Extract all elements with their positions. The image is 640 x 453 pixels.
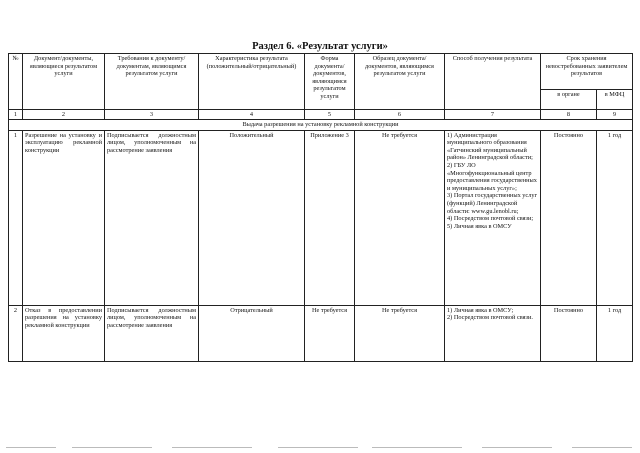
result-table [8,53,633,362]
row-num: 1 [9,130,23,305]
col-number: 2 [23,110,105,120]
page-title: Раздел 6. «Результат услуги» [252,41,388,52]
col-number: 8 [541,110,597,120]
row-document: Отказ в предоставлении разрешения на установку рекламной конструкции [23,305,105,361]
column-numbers-row [9,110,633,120]
header-row [9,54,633,90]
header-requirements: Требования к документу/документам, являющимся результатом услуги [105,54,199,110]
row-document: Разрешение на установку и эксплуатацию рекламной конструкции [23,130,105,305]
col-number: 6 [355,110,445,120]
row-storage-organ: Постоянно [541,130,597,305]
scan-footer-noise [0,444,640,452]
row-sample: Не требуется [355,305,445,361]
row-storage-mfc: 1 год [597,305,633,361]
section-title: Выдача разрешения на установку рекламной конструкции [9,120,633,131]
row-characteristic: Положительный [199,130,305,305]
col-number: 7 [445,110,541,120]
row-requirements: Подписывается должностным лицом, уполномоченным на рассмотрение заявления [105,305,199,361]
col-number: 3 [105,110,199,120]
header-storage-organ: в органе [541,90,597,110]
col-number: 1 [9,110,23,120]
header-storage: Срок хранения невостребованных заявителем результатов [541,54,633,90]
col-number: 4 [199,110,305,120]
section-row [9,120,633,131]
table-row [9,130,633,305]
header-characteristic: Характеристика результата (положительный/отрицательный) [199,54,305,110]
row-characteristic: Отрицательный [199,305,305,361]
row-storage-organ: Постоянно [541,305,597,361]
header-form: Форма документа/ документов, являющимся результатом услуги [305,54,355,110]
row-requirements: Подписывается должностным лицом, уполномоченным на рассмотрение заявления [105,130,199,305]
row-form: Приложение 3 [305,130,355,305]
row-method: 1) Администрация муниципального образования «Гатчинский муниципальный район» Ленинградской области; 2) ГБУ ЛО «Многофункциональный центр предоставления государственных и муниципальных услуг»; 3) Портал государственных услуг (функций) Ленинградской области: www.gu.lenobl.ru; 4) Посредством почтовой связи; 5) Личная явка в ОМСУ [445,130,541,305]
header-document: Документ/документы, являющиеся результатом услуги [23,54,105,110]
col-number: 9 [597,110,633,120]
row-num: 2 [9,305,23,361]
row-method: 1) Личная явка в ОМСУ; 2) Посредством почтовой связи. [445,305,541,361]
header-sample: Образец документа/документов, являющимся результатом услуги [355,54,445,110]
row-sample: Не требуется [355,130,445,305]
header-storage-mfc: в МФЦ [597,90,633,110]
header-method: Способ получения результата [445,54,541,110]
row-form: Не требуется [305,305,355,361]
row-storage-mfc: 1 год [597,130,633,305]
table-row [9,305,633,361]
col-number: 5 [305,110,355,120]
header-num: № [9,54,23,110]
